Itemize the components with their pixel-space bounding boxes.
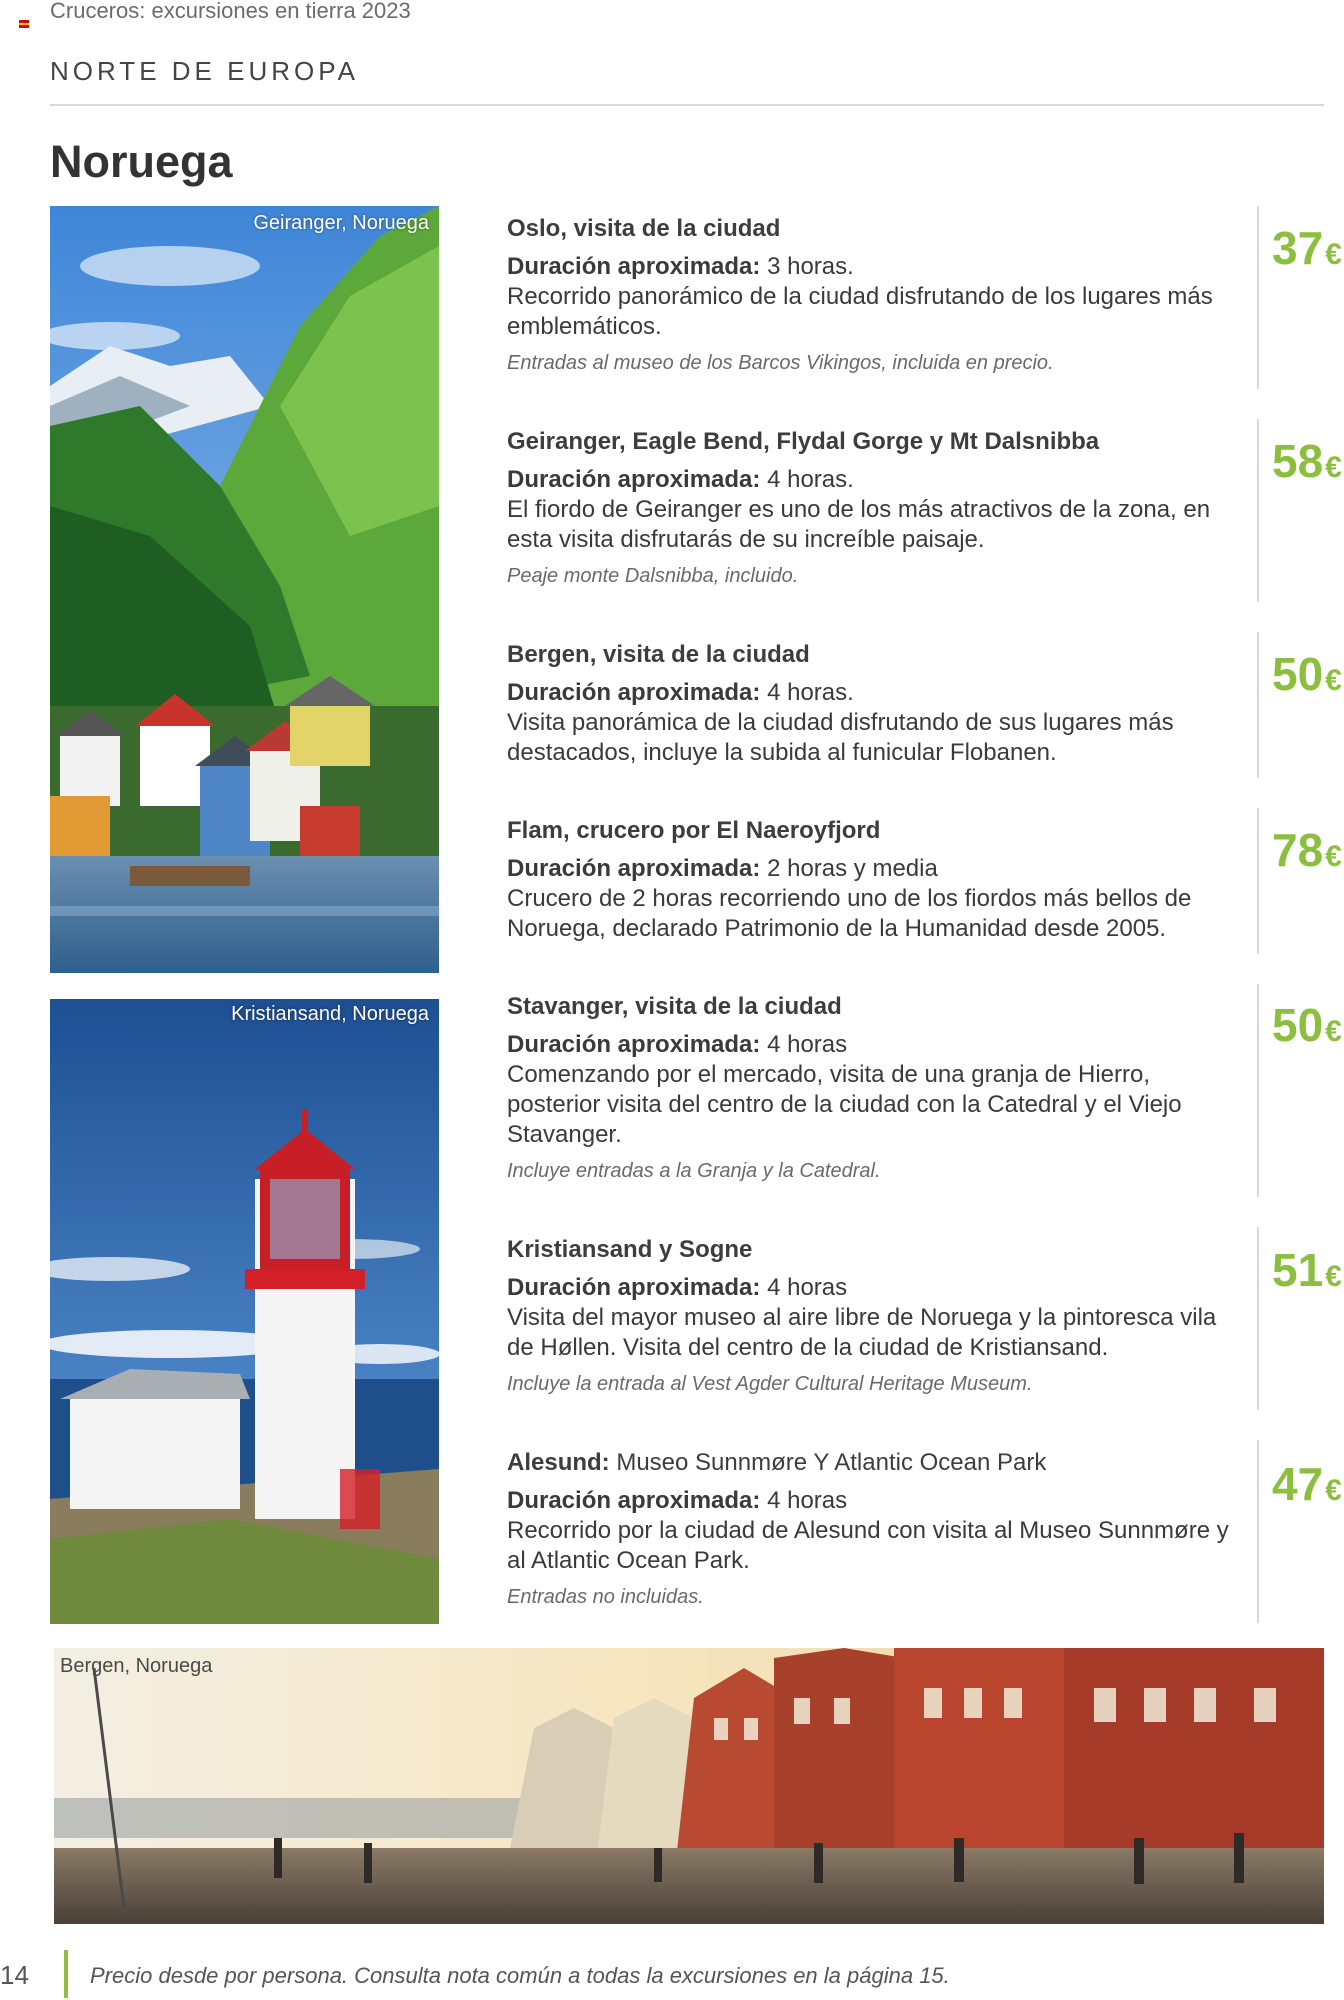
bergen-photo [54,1648,1324,1924]
price-bergen: 50€ [1272,648,1342,700]
duration-label: Duración aproximada: [507,253,761,280]
photo-caption: Kristiansand, Noruega [231,1003,429,1025]
excursion-note: Entradas al museo de los Barcos Vikingos, incluida en precio. [507,352,1054,374]
excursion-description: Crucero de 2 horas recorriendo uno de los fiordos más bellos de Noruega, declarado Patrimonio de la Humanidad desde 2005. [507,885,1192,942]
excursion-alesund [507,1448,1247,1610]
duration-value: 3 horas. [760,253,854,280]
excursion-title: Kristiansand y Sogne [507,1236,753,1263]
excursion-description: Recorrido por la ciudad de Alesund con visita al Museo Sunnmøre y al Atlantic Ocean Park. [507,1517,1229,1574]
excursion-title: Stavanger, visita de la ciudad [507,993,842,1020]
price-oslo: 37€ [1272,222,1342,274]
excursion-title: Bergen, visita de la ciudad [507,641,810,668]
duration-value: 4 horas [760,1031,848,1058]
excursion-description: Recorrido panorámico de la ciudad disfrutando de los lugares más emblemáticos. [507,283,1213,340]
excursion-title: Flam, crucero por El Naeroyfjord [507,817,881,844]
price-divider [1257,808,1259,954]
duration-label: Duración aproximada: [507,679,761,706]
duration-value: 4 horas [760,1274,848,1301]
duration-value: 4 horas [760,1487,848,1514]
duration-label: Duración aproximada: [507,1031,761,1058]
geiranger-photo [50,206,439,973]
excursion-note: Incluye entradas a la Granja y la Catedral. [507,1160,881,1182]
excursion-description: Visita panorámica de la ciudad disfrutando de sus lugares más destacados, incluye la subida al funicular Flobanen. [507,709,1174,766]
kristiansand-photo [50,999,439,1624]
price-geiranger: 58€ [1272,435,1342,487]
footer-note: Precio desde por persona. Consulta nota común a todas la excursiones en la página 15. [90,1963,950,1988]
excursion-duration [507,678,1247,708]
price-divider [1257,632,1259,778]
excursion-duration [507,1030,1247,1060]
price-divider [1257,419,1259,602]
price-divider [1257,1440,1259,1623]
excursion-duration [507,465,1247,495]
region-heading: NORTE DE EUROPA [50,56,359,86]
excursion-duration [507,252,1247,282]
excursion-title: Geiranger, Eagle Bend, Flydal Gorge y Mt Dalsnibba [507,428,1100,455]
excursion-description: El fiordo de Geiranger es uno de los más atractivos de la zona, en esta visita disfrutarás de su increíble paisaje. [507,496,1211,553]
excursion-note: Incluye la entrada al Vest Agder Cultural Heritage Museum. [507,1373,1033,1395]
duration-value: 4 horas. [760,679,854,706]
divider [50,104,1324,106]
footer-accent-bar [64,1950,68,1998]
price-kristiansand: 51€ [1272,1244,1342,1296]
page-number: 14 [0,1960,29,1990]
price-stavanger: 50€ [1272,999,1342,1051]
price-flam: 78€ [1272,824,1342,876]
page-title: Noruega [50,136,233,187]
excursion-geiranger [507,427,1247,589]
duration-value: 2 horas y media [760,855,938,882]
photo-caption: Geiranger, Noruega [253,212,429,234]
price-alesund: 47€ [1272,1458,1342,1510]
price-divider [1257,206,1259,389]
excursion-description: Comenzando por el mercado, visita de una granja de Hierro, posterior visita del centro de la ciudad con la Catedral y el Viejo Stavanger. [507,1061,1182,1148]
excursion-note: Entradas no incluidas. [507,1586,704,1608]
duration-value: 4 horas. [760,466,854,493]
spain-flag-icon [19,20,29,28]
excursion-note: Peaje monte Dalsnibba, incluido. [507,565,799,587]
excursion-stavanger [507,992,1247,1184]
duration-label: Duración aproximada: [507,855,761,882]
excursion-duration [507,1273,1247,1303]
duration-label: Duración aproximada: [507,1487,761,1514]
excursion-oslo [507,214,1247,376]
excursion-duration [507,1486,1247,1516]
excursion-duration [507,854,1247,884]
excursion-flam [507,816,1247,944]
excursion-title: Alesund: Museo Sunnmøre Y Atlantic Ocean Park [507,1449,1047,1476]
price-divider [1257,984,1259,1197]
excursion-description: Visita del mayor museo al aire libre de Noruega y la pintoresca vila de Høllen. Visita del centro de la ciudad de Kristiansand. [507,1304,1217,1361]
excursion-bergen [507,640,1247,768]
photo-caption: Bergen, Noruega [60,1655,213,1677]
excursion-kristiansand [507,1235,1247,1397]
duration-label: Duración aproximada: [507,1274,761,1301]
excursion-title: Oslo, visita de la ciudad [507,215,781,242]
duration-label: Duración aproximada: [507,466,761,493]
price-divider [1257,1227,1259,1410]
publication-title: Cruceros: excursiones en tierra 2023 [50,0,411,23]
